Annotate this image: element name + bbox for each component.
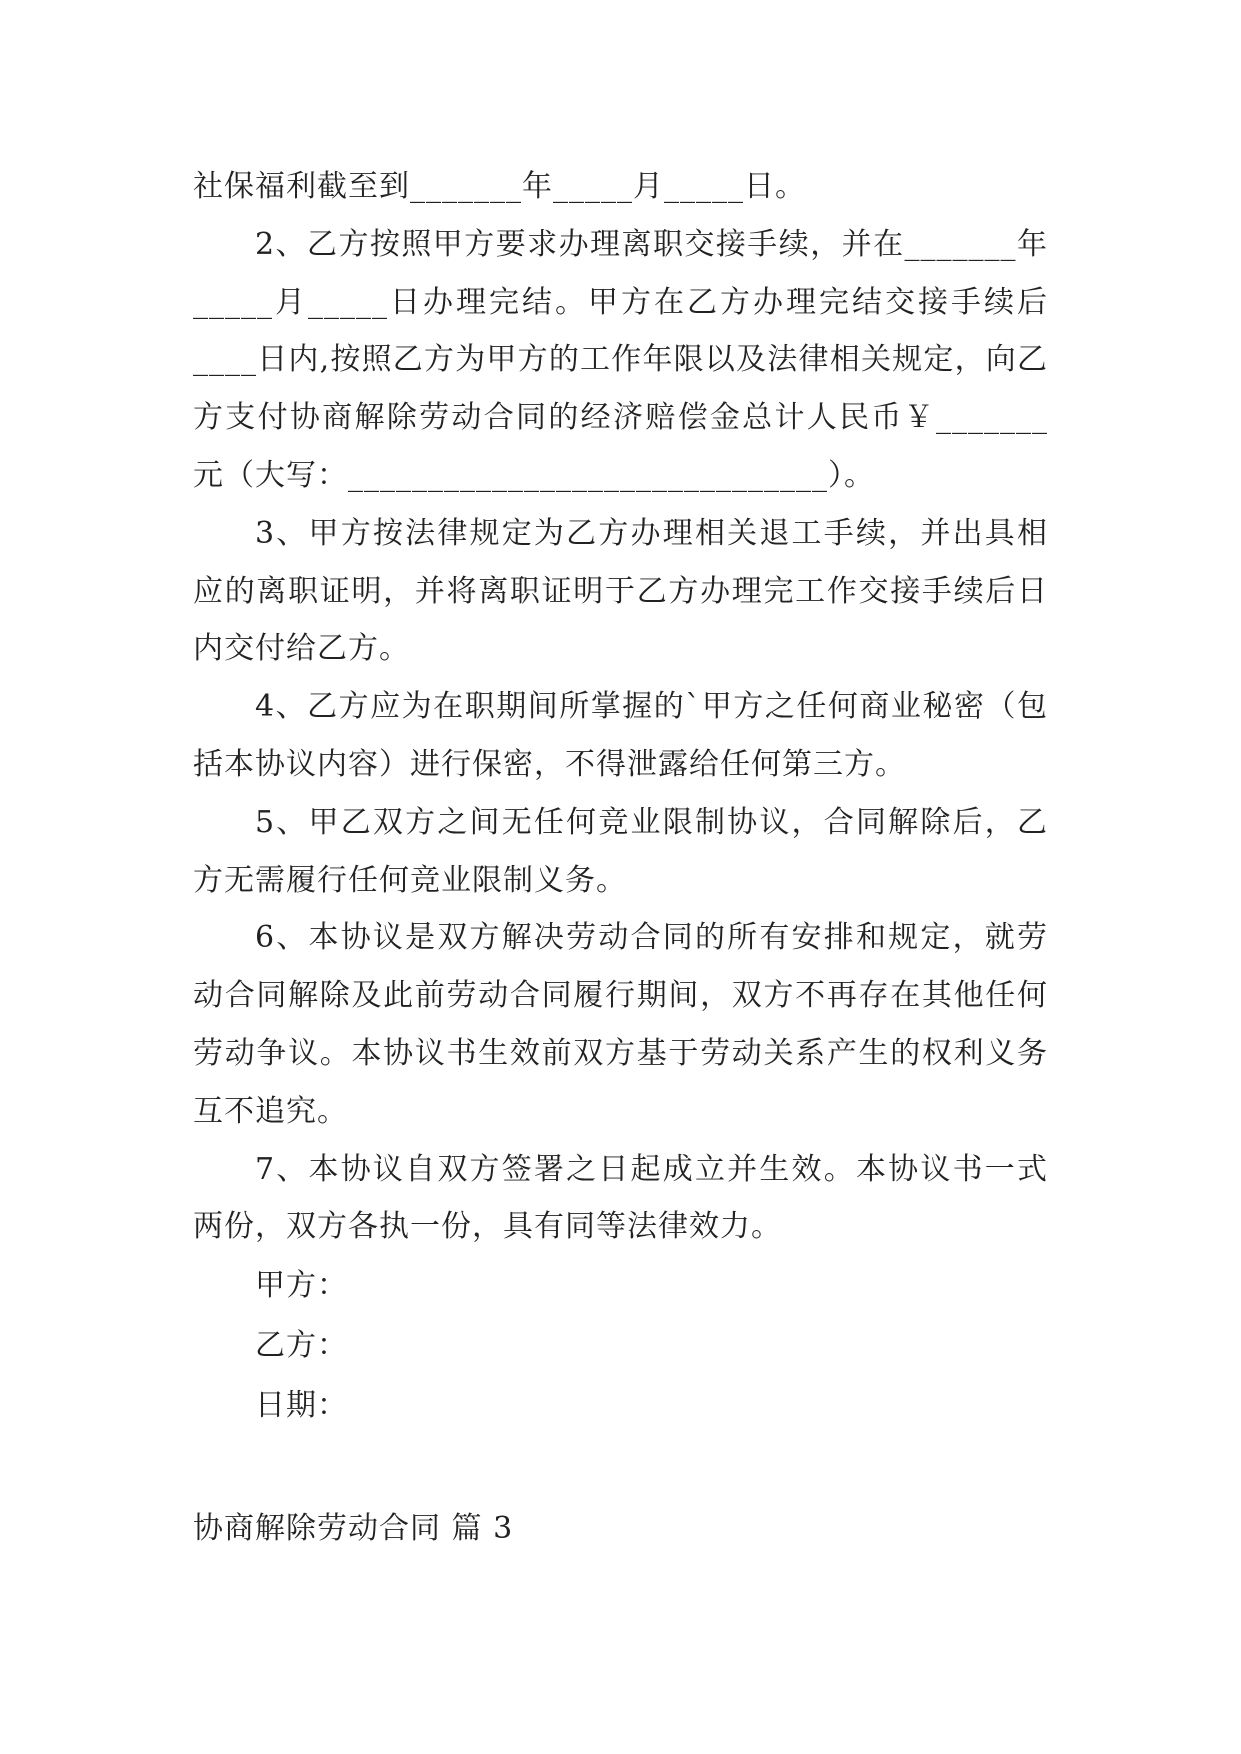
section-heading: 协商解除劳动合同 篇 3 [193,1511,514,1546]
paragraph-social-security: 社保福利截至到_______年_____月_____日。 [193,169,806,204]
paragraph-clause-5: 5、甲乙双方之间无任何竞业限制协议，合同解除后，乙方无需履行任何竞业限制义务。 [193,804,1048,898]
signature-party-b: 乙方： [255,1328,348,1364]
paragraph-clause-6: 6、本协议是双方解决劳动合同的所有安排和规定，就劳动合同解除及此前劳动合同履行期间，双方不再存在其他任何劳动争议。本协议书生效前双方基于劳动关系产生的权利义务互不追究。 [193,920,1048,1129]
paragraph-clause-4: 4、乙方应为在职期间所掌握的`甲方之任何商业秘密（包括本协议内容）进行保密，不得泄露给任何第三方。 [193,689,1048,782]
signature-date: 日期： [255,1388,348,1424]
document-body [193,158,1048,1436]
signature-party-a: 甲方： [255,1268,348,1304]
paragraph-clause-2: 2、乙方按照甲方要求办理离职交接手续，并在_______年_____月_____日办理完结。甲方在乙方办理完结交接手续后____日内,按照乙方为甲方的工作年限以及法律相关规定，向乙方支付协商解除劳动合同的经济赔偿金总计人民币￥_______元（大写：______________________________）。 [193,226,1048,493]
paragraph-clause-7: 7、本协议自双方签署之日起成立并生效。本协议书一式两份，双方各执一份，具有同等法律效力。 [193,1151,1048,1245]
paragraph-clause-3: 3、甲方按法律规定为乙方办理相关退工手续，并出具相应的离职证明，并将离职证明于乙方办理完工作交接手续后日内交付给乙方。 [193,515,1048,667]
